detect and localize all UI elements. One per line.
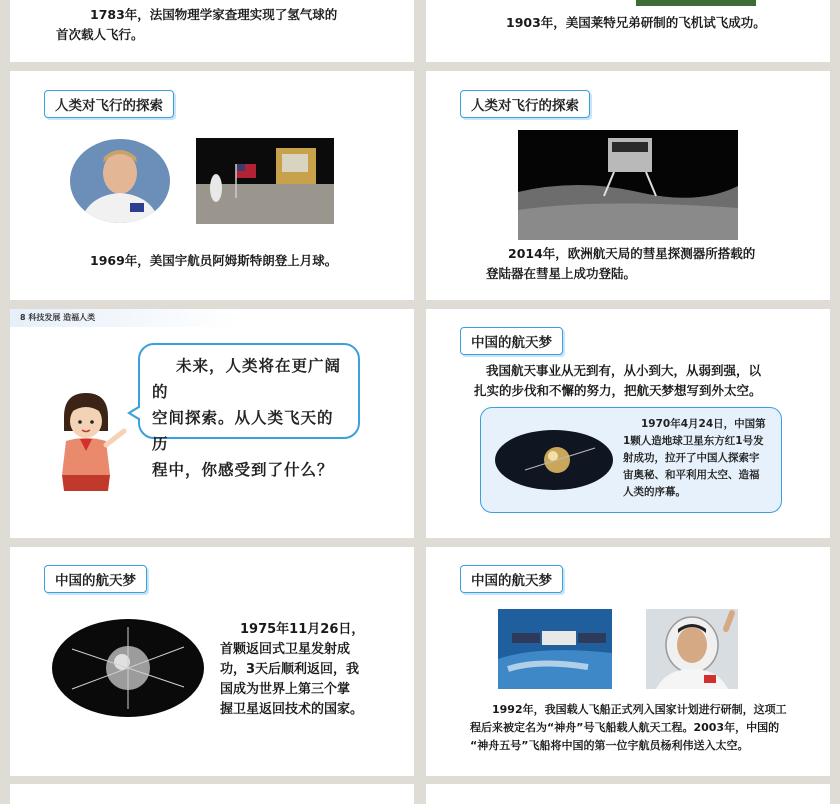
info-text-1970 [623, 416, 773, 501]
caption-1783-line1: 1783年，法国物理学家查理实现了氢气球的 [90, 7, 338, 22]
line-1975-2: 首颗返回式卫星发射成 [220, 642, 351, 657]
caption-2014-line1: 2014年，欧洲航天局的彗星探测器所搭载的 [508, 246, 756, 261]
intro-line-1: 我国航天事业从无到有，从小到大，从弱到强，以 [486, 363, 762, 378]
intro-line-2: 扎实的步伐和不懈的努力，把航天梦想写到外太空。 [474, 383, 762, 398]
section-tag: 中国的航天梦 [460, 327, 563, 355]
comet-lander-photo [518, 130, 738, 240]
info-line-5: 人类的序幕。 [623, 486, 686, 498]
slide-future[interactable] [10, 309, 414, 538]
section-tag: 中国的航天梦 [44, 565, 147, 593]
slide-wright-1903[interactable] [426, 0, 830, 62]
bubble-line-1: 未来，人类将在更广阔的 [152, 357, 342, 401]
slide-space-dream-1970[interactable] [426, 309, 830, 538]
line-1975-4: 国成为世界上第三个掌 [220, 682, 351, 697]
info-line-4: 宙奥秘、和平利用太空、造福 [623, 469, 760, 481]
slide-partial-bottom-right[interactable] [426, 784, 830, 804]
info-line-2: 1颗人造地球卫星东方红1号发 [623, 435, 764, 447]
speech-bubble [138, 343, 360, 479]
slide-balloon-1783[interactable] [10, 0, 414, 62]
astronaut-portrait-photo [70, 139, 170, 223]
line-1975-3: 功，3天后顺利返回，我 [220, 662, 360, 677]
caption-1783-line2: 首次载人飞行。 [56, 27, 144, 42]
line-1975-5: 握卫星返回技术的国家。 [220, 702, 364, 717]
line-1992-3: “神舟五号”飞船将中国的第一位宇航员杨利伟送入太空。 [470, 739, 749, 752]
info-box-1970 [480, 407, 782, 513]
section-tag: 中国的航天梦 [460, 565, 563, 593]
caption-1969: 1969年，美国宇航员阿姆斯特朗登上月球。 [90, 253, 338, 268]
airplane-photo [636, 0, 756, 6]
spacecraft-earth-photo [498, 609, 612, 689]
line-1975-1: 1975年11月26日， [240, 622, 365, 637]
section-tag: 人类对飞行的探索 [44, 90, 174, 118]
section-tag: 人类对飞行的探索 [460, 90, 590, 118]
slide-space-dream-1975[interactable] [10, 547, 414, 776]
line-1992-1: 1992年，我国载人飞船正式列入国家计划进行研制，这项工 [492, 703, 787, 716]
bubble-line-2: 空间探索。从人类飞天的历 [152, 409, 334, 453]
bubble-tail-inner [131, 407, 141, 419]
lesson-header: 8 科技发展 造福人类 [10, 309, 240, 327]
bubble-line-3: 程中，你感受到了什么？ [152, 461, 334, 479]
dongfanghong-satellite-photo [495, 430, 613, 490]
moon-landing-photo [196, 138, 334, 224]
slide-comet-2014[interactable] [426, 71, 830, 300]
slide-space-dream-1992[interactable] [426, 547, 830, 776]
recoverable-satellite-photo [52, 619, 204, 717]
info-line-3: 射成功，拉开了中国人探索宇 [623, 452, 760, 464]
slide-partial-bottom-left[interactable] [10, 784, 414, 804]
line-1992-2: 程后来被定名为“神舟”号飞船载人航天工程。2003年，中国的 [470, 721, 780, 734]
caption-2014-line2: 登陆器在彗星上成功登陆。 [486, 266, 637, 281]
slide-moon-1969[interactable] [10, 71, 414, 300]
cartoon-girl-illustration [46, 389, 130, 493]
info-line-1: 1970年4月24日，中国第 [641, 418, 766, 430]
caption-1903: 1903年，美国莱特兄弟研制的飞机试飞成功。 [506, 15, 766, 30]
astronaut-yang-liwei-photo [646, 609, 738, 689]
